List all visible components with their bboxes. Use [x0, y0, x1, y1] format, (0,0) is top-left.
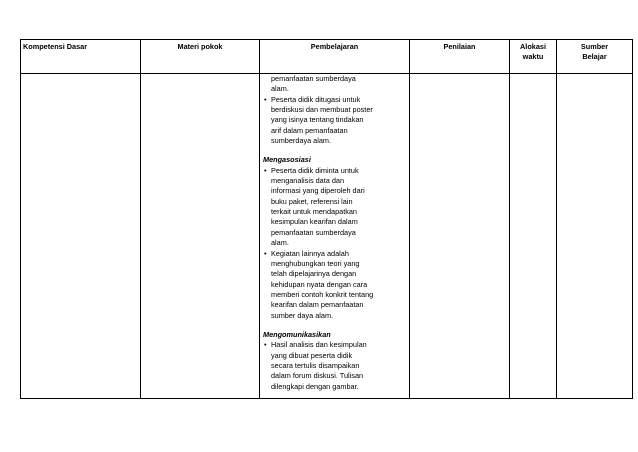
bullet-icon: • [264, 94, 267, 104]
bullet-text-line: dalam forum diskusi. Tulisan [271, 371, 364, 381]
pembelajaran-content [260, 74, 409, 392]
bullet-text-line: kearifan dalam pemanfaatan [271, 300, 364, 310]
header-alokasi-line2: waktu [522, 52, 544, 61]
cell-penilaian [410, 74, 510, 399]
bullet-item-kegiatan [263, 249, 405, 321]
bullet-text-line: yang dibuat peserta didik [271, 350, 353, 360]
cell-materi-pokok [141, 74, 260, 399]
bullet-text-line: memberi contoh konkrit tentang [271, 289, 374, 299]
bullet-text-line: Peserta didik ditugasi untuk [271, 94, 361, 104]
header-sumber-belajar [557, 40, 633, 74]
content-row [21, 74, 633, 399]
header-alokasi-line1: Alokasi [520, 42, 546, 51]
bullet-item-poster [263, 95, 405, 147]
cell-sumber-belajar [557, 74, 633, 399]
header-sumber-line1: Sumber [580, 42, 609, 51]
bullet-text-line: terkait untuk mendapatkan [271, 207, 357, 217]
bullet-text-line: arif dalam pemanfaatan [271, 125, 348, 135]
bullet-text-line: alam. [271, 238, 289, 248]
header-kompetensi-dasar: Kompetensi Dasar [21, 40, 141, 74]
bullet-text-line: Hasil analisis dan kesimpulan [271, 340, 367, 350]
bullet-text-line: telah dipelajarinya dengan [271, 269, 357, 279]
header-alokasi-waktu [510, 40, 557, 74]
header-row [21, 40, 633, 74]
bullet-icon: • [264, 340, 267, 350]
bullet-item-analisis [263, 166, 405, 249]
bullet-icon: • [264, 248, 267, 258]
cell-pembelajaran [260, 74, 410, 399]
bullet-text-line: menghubungkan teori yang [271, 258, 360, 268]
bullet-text-line: sumberdaya alam. [271, 136, 332, 146]
bullet-text-line: menganalisis data dan [271, 176, 345, 186]
bullet-icon: • [264, 165, 267, 175]
header-penilaian: Penilaian [410, 40, 510, 74]
bullet-item-hasil [263, 340, 405, 392]
heading-mengasosiasi: Mengasosiasi [263, 155, 311, 165]
bullet-text-line: berdiskusi dan membuat poster [271, 105, 373, 115]
bullet-text-line: dilengkapi dengan gambar. [271, 381, 359, 391]
bullet-text-line: informasi yang diperoleh dari [271, 186, 365, 196]
header-pembelajaran: Pembelajaran [260, 40, 410, 74]
cell-kompetensi-dasar [21, 74, 141, 399]
bullet-text-line: Peserta didik diminta untuk [271, 165, 359, 175]
bullet-text-line: buku paket, referensi lain [271, 196, 353, 206]
rpp-table [20, 39, 633, 399]
bullet-text-line: yang isinya tentang tindakan [271, 115, 364, 125]
bullet-text-line: kesimpulan kearifan dalam [271, 217, 358, 227]
bullet-text-line: sumber daya alam. [271, 310, 334, 320]
cell-alokasi-waktu [510, 74, 557, 399]
bullet-text-line: secara tertulis disampaikan [271, 360, 360, 370]
continuation-text [263, 74, 405, 95]
header-materi-pokok: Materi pokok [141, 40, 260, 74]
continuation-line: alam. [271, 84, 289, 94]
bullet-text-line: pemanfaatan sumberdaya [271, 227, 356, 237]
continuation-line: pemanfaatan sumberdaya [271, 74, 356, 83]
bullet-text-line: Kegiatan lainnya adalah [271, 248, 349, 258]
bullet-text-line: kehidupan nyata dengan cara [271, 279, 368, 289]
header-sumber-line2: Belajar [582, 52, 607, 61]
heading-mengomunikasikan: Mengomunikasikan [263, 329, 331, 339]
